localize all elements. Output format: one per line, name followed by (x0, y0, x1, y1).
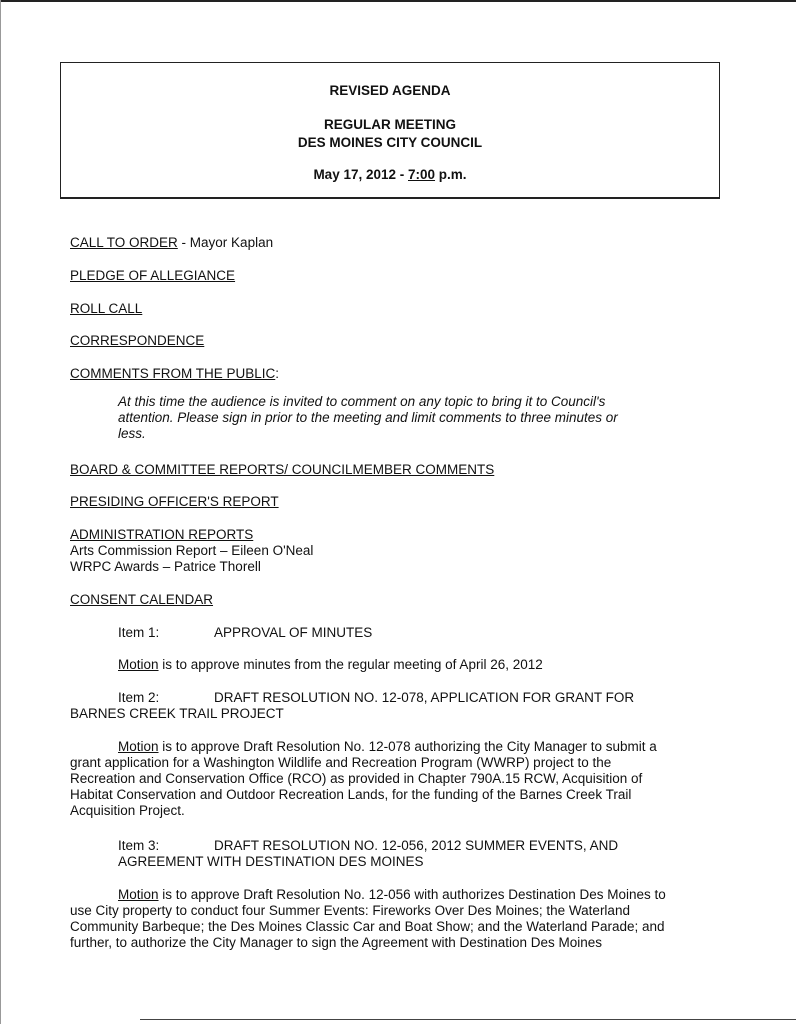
consent-item-1-heading (118, 625, 372, 640)
motion-text-line: Acquisition Project. (70, 803, 185, 818)
pledge-heading: PLEDGE OF ALLEGIANCE (70, 268, 236, 283)
consent-item-2-motion (70, 739, 718, 819)
public-comments-line: attention. Please sign in prior to the meeting and limit comments to three minutes or (118, 410, 618, 425)
board-reports-heading: BOARD & COMMITTEE REPORTS/ COUNCILMEMBER COMMENTS (70, 462, 495, 477)
agenda-title: REVISED AGENDA (329, 83, 451, 98)
motion-text-line: use City property to conduct four Summer Events: Fireworks Over Des Moines; the Waterland (70, 903, 630, 918)
admin-reports-heading: ADMINISTRATION REPORTS (70, 527, 254, 542)
call-to-order-presider: - Mayor Kaplan (177, 235, 274, 250)
consent-item-title-cont: AGREEMENT WITH DESTINATION DES MOINES (118, 854, 424, 869)
consent-calendar-heading: CONSENT CALENDAR (70, 592, 214, 607)
council-name: DES MOINES CITY COUNCIL (297, 135, 483, 150)
meeting-type: REGULAR MEETING (323, 117, 456, 132)
motion-first-line (70, 887, 718, 903)
consent-item-label: Item 2: (118, 690, 160, 705)
motion-text-line: Habitat Conservation and Outdoor Recreation Lands, for the funding of the Barnes Creek Trail (70, 787, 632, 802)
meeting-time: 7:00 (408, 167, 436, 182)
presiding-report-heading: PRESIDING OFFICER'S REPORT (70, 494, 279, 509)
consent-item-2-heading (118, 690, 634, 705)
motion-text: is to approve Draft Resolution No. 12-056 with authorizes Destination Des Moines to (158, 887, 666, 902)
motion-text: is to approve Draft Resolution No. 12-078 authorizing the City Manager to submit a (158, 739, 657, 754)
roll-call-heading: ROLL CALL (70, 301, 143, 316)
public-comments-line: At this time the audience is invited to comment on any topic to bring it to Council's (118, 394, 606, 409)
motion-first-line (70, 739, 718, 755)
consent-item-title-cont: BARNES CREEK TRAIL PROJECT (70, 706, 284, 721)
consent-item-3-heading (118, 838, 618, 853)
consent-item-1-motion (118, 657, 543, 672)
meeting-date (61, 167, 719, 182)
motion-text-line: Community Barbeque; the Des Moines Classic Car and Boat Show; and the Waterland Parade; and (70, 919, 665, 934)
admin-report-line: WRPC Awards – Patrice Thorell (70, 559, 261, 574)
page-top-edge (0, 0, 796, 2)
public-comments-line: less. (118, 426, 146, 441)
motion-text-line: grant application for a Washington Wildlife and Recreation Program (WWRP) project to the (70, 755, 612, 770)
public-comments-heading: COMMENTS FROM THE PUBLIC (70, 366, 276, 381)
consent-item-label: Item 3: (118, 838, 160, 853)
public-comments-colon: : (275, 366, 280, 381)
admin-report-line: Arts Commission Report – Eileen O'Neal (70, 543, 314, 558)
consent-item-label: Item 1: (118, 625, 160, 640)
consent-item-3-motion (70, 887, 718, 951)
motion-label: Motion (118, 739, 159, 754)
motion-text-line: further, to authorize the City Manager to sign the Agreement with Destination Des Moines (70, 935, 603, 950)
motion-label: Motion (118, 887, 159, 902)
motion-label: Motion (118, 657, 159, 672)
consent-item-title: DRAFT RESOLUTION NO. 12-056, 2012 SUMMER EVENTS, AND (214, 838, 619, 853)
meeting-date-prefix: May 17, 2012 - (313, 167, 408, 182)
call-to-order (70, 235, 273, 250)
consent-item-title: APPROVAL OF MINUTES (214, 625, 373, 640)
page-bottom-edge (140, 1019, 796, 1020)
motion-text: is to approve minutes from the regular meeting of April 26, 2012 (158, 657, 543, 672)
meeting-time-suffix: p.m. (435, 167, 467, 182)
page-left-edge (0, 0, 1, 1024)
public-comments-text (118, 394, 618, 442)
consent-item-title: DRAFT RESOLUTION NO. 12-078, APPLICATION FOR GRANT FOR (214, 690, 635, 705)
agenda-header-box (60, 62, 720, 199)
motion-text-line: Recreation and Conservation Office (RCO) as provided in Chapter 790A.15 RCW, Acquisition of (70, 771, 643, 786)
correspondence-heading: CORRESPONDENCE (70, 333, 205, 348)
call-to-order-heading: CALL TO ORDER (70, 235, 178, 250)
public-comments (70, 366, 279, 381)
